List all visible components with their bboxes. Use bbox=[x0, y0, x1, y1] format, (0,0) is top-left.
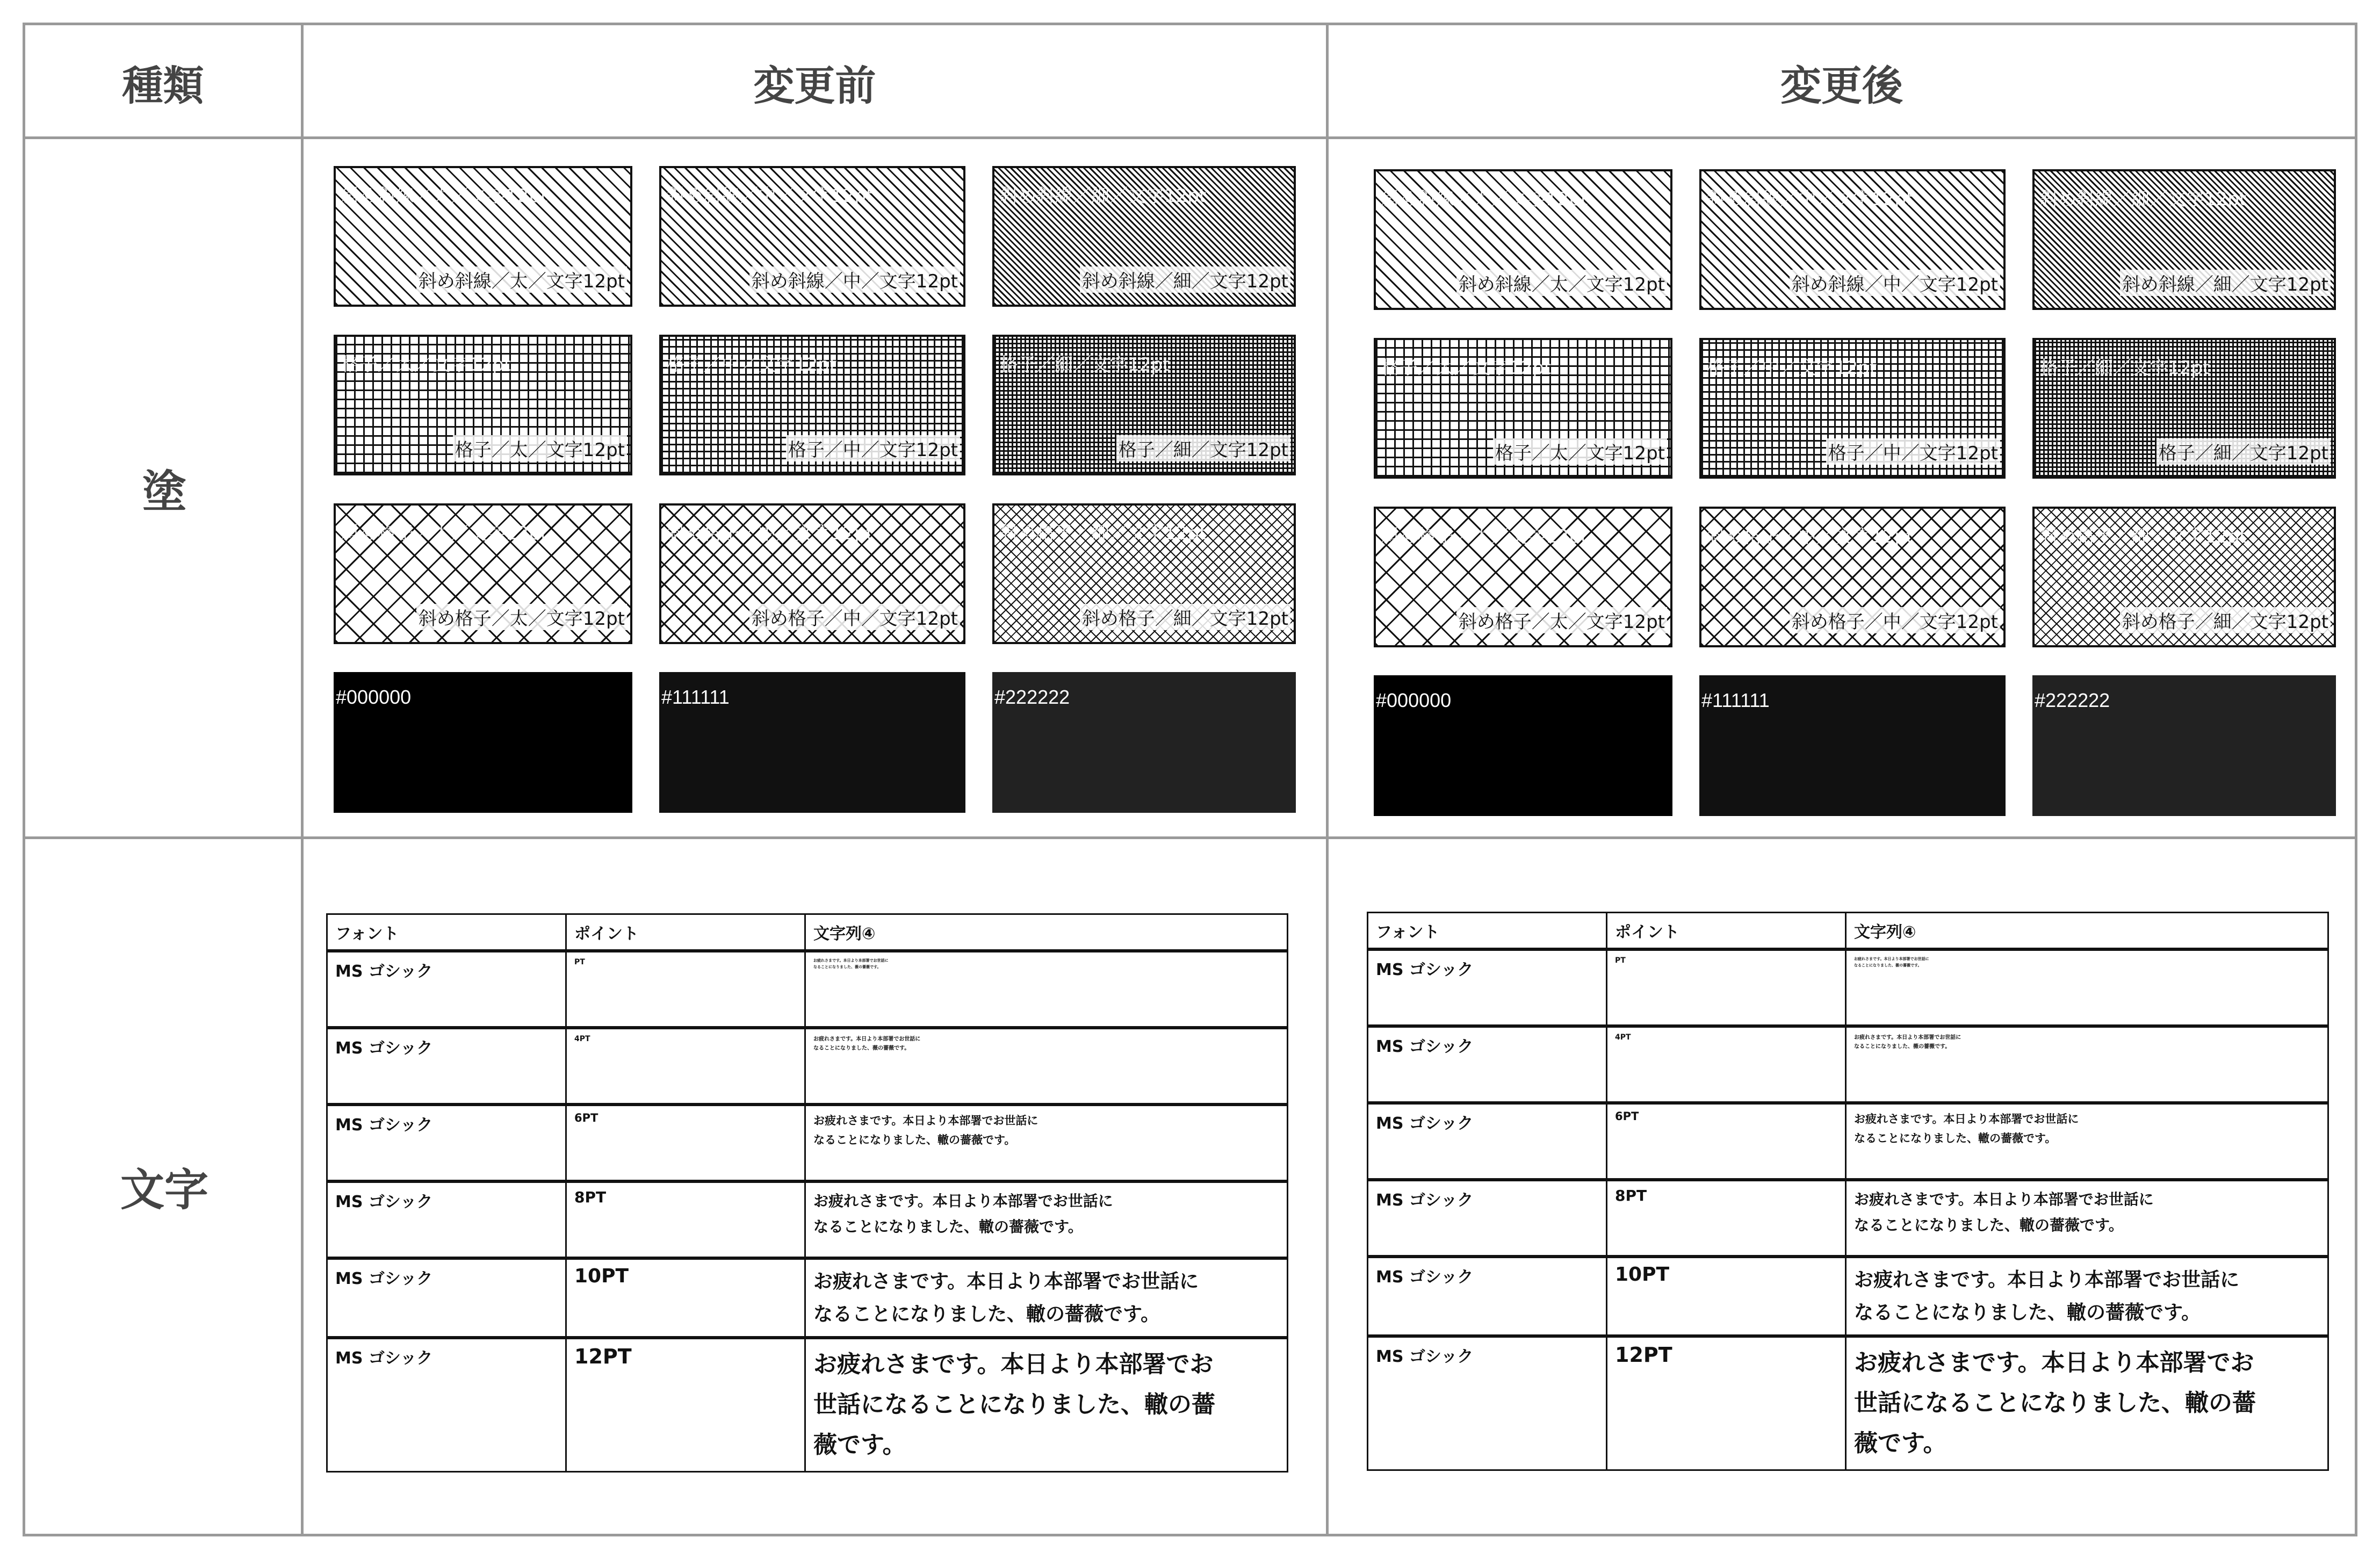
sample-text-line: お疲れさまです。本日より本部署でお世話に bbox=[1854, 957, 1929, 961]
swatch-overlay-label: 斜め格子／太／文字12pt bbox=[341, 523, 548, 544]
swatch-label: 斜め斜線／中／文字12pt bbox=[749, 266, 960, 293]
sample-text-line: なることになりました、薇の薔薇です。 bbox=[1854, 1044, 1951, 1050]
font-name-cell: MS ゴシック bbox=[327, 951, 566, 1028]
sample-text-cell bbox=[1846, 1103, 2328, 1180]
row-label-fill: 塗 bbox=[142, 466, 186, 517]
swatch-hex-label: #222222 bbox=[2035, 689, 2110, 711]
point-size-cell: PT bbox=[566, 951, 805, 1028]
font-name-cell: MS ゴシック bbox=[327, 1258, 566, 1338]
table-row bbox=[1368, 1336, 2328, 1470]
table-row bbox=[1368, 1026, 2328, 1103]
font-name-cell: MS ゴシック bbox=[327, 1105, 566, 1181]
header-kind: 種類 bbox=[122, 61, 204, 110]
point-size-cell: 4PT bbox=[1607, 1026, 1846, 1103]
font-name-cell: MS ゴシック bbox=[1368, 1026, 1607, 1103]
swatch-hex-label: #000000 bbox=[336, 686, 412, 708]
swatch-hex-label: #000000 bbox=[1376, 689, 1452, 711]
sample-text-cell bbox=[1846, 1180, 2328, 1257]
swatch-label: 斜め格子／太／文字12pt bbox=[1456, 607, 1667, 633]
pattern-swatch bbox=[1374, 338, 1672, 479]
point-size-cell: 6PT bbox=[1607, 1103, 1846, 1180]
sample-text-line: お疲れさまです。本日より本部署でお世話に bbox=[813, 1114, 1038, 1127]
sample-text-line: なることになりました、薇の薔薇です。 bbox=[813, 1045, 910, 1051]
font-name-cell: MS ゴシック bbox=[327, 1338, 566, 1471]
point-size-cell: 6PT bbox=[566, 1105, 805, 1181]
swatch-overlay-label: 格子／太／文字12pt bbox=[341, 354, 511, 376]
column-divider bbox=[1326, 25, 1329, 1534]
table-row bbox=[327, 1028, 1288, 1105]
sample-text-line: なることになりました、轍の薔薇です。 bbox=[813, 1303, 1160, 1326]
pattern-swatch bbox=[992, 166, 1296, 307]
font-name-cell: MS ゴシック bbox=[1368, 1180, 1607, 1257]
font-table-header bbox=[1368, 913, 2328, 950]
sample-text-cell bbox=[805, 1338, 1288, 1471]
pattern-swatch bbox=[1374, 169, 1672, 310]
pattern-swatch bbox=[1699, 169, 2006, 310]
point-size-cell: 12PT bbox=[1607, 1336, 1846, 1470]
sample-text-line: お疲れさまです。本日より本部署でお世話に bbox=[813, 1192, 1113, 1210]
table-row bbox=[327, 1181, 1288, 1258]
font-name-cell: MS ゴシック bbox=[1368, 1336, 1607, 1470]
swatch-overlay-label: 斜め斜線／中／文字12pt bbox=[1707, 189, 1914, 210]
font-name-cell: MS ゴシック bbox=[1368, 1103, 1607, 1180]
swatch-label: 斜め斜線／細／文字12pt bbox=[2120, 270, 2331, 296]
swatch-label: 格子／太／文字12pt bbox=[453, 435, 627, 461]
color-swatch bbox=[2032, 675, 2336, 816]
point-size-cell: 4PT bbox=[566, 1028, 805, 1105]
color-swatch bbox=[334, 672, 632, 813]
pattern-swatch bbox=[659, 335, 965, 475]
point-size-cell: 10PT bbox=[1607, 1257, 1846, 1336]
swatch-label: 斜め格子／細／文字12pt bbox=[1080, 604, 1290, 630]
pattern-swatch bbox=[992, 503, 1296, 644]
sample-text-line: お疲れさまです。本日より本部署でお bbox=[813, 1351, 1214, 1378]
sample-text-cell bbox=[805, 951, 1288, 1028]
font-table-header-cell: 文字列④ bbox=[805, 914, 1288, 951]
font-table-header-cell: 文字列④ bbox=[1846, 913, 2328, 950]
font-name-cell: MS ゴシック bbox=[1368, 949, 1607, 1026]
swatch-overlay-label: 格子／中／文字12pt bbox=[1707, 357, 1877, 379]
pattern-swatch bbox=[1699, 338, 2006, 479]
swatch-overlay-label: 斜め斜線／細／文字12pt bbox=[2040, 189, 2247, 210]
sample-text-cell bbox=[805, 1258, 1288, 1338]
color-swatch bbox=[1374, 675, 1672, 816]
sample-text-line: なることになりました、轍の薔薇です。 bbox=[1854, 1216, 2124, 1234]
pattern-swatch bbox=[2032, 169, 2336, 310]
sample-text-line: 薇です。 bbox=[813, 1431, 906, 1459]
swatch-label: 斜め格子／中／文字12pt bbox=[1790, 607, 2000, 633]
sample-text-line: お疲れさまです。本日より本部署でお世話に bbox=[1854, 1113, 2079, 1125]
row-divider bbox=[25, 836, 2355, 839]
table-row bbox=[1368, 1257, 2328, 1336]
table-row bbox=[1368, 1180, 2328, 1257]
row-label-text: 文字 bbox=[120, 1165, 208, 1216]
pattern-swatch bbox=[334, 166, 632, 307]
font-table-header-cell: ポイント bbox=[566, 914, 805, 951]
sample-text-line: お疲れさまです。本日より本部署でお世話に bbox=[1854, 1269, 2240, 1291]
sample-text-line: なることになりました、轍の薔薇です。 bbox=[1854, 1131, 2057, 1145]
point-size-cell: 8PT bbox=[566, 1181, 805, 1258]
swatch-label: 格子／細／文字12pt bbox=[1116, 435, 1290, 461]
sample-text-line: なることになりました、薇の薔薇です。 bbox=[813, 964, 881, 969]
font-name-cell: MS ゴシック bbox=[327, 1181, 566, 1258]
swatch-overlay-label: 斜め格子／太／文字12pt bbox=[1381, 526, 1588, 547]
swatch-hex-label: #111111 bbox=[1701, 689, 1770, 711]
swatch-overlay-label: 斜め斜線／太／文字12pt bbox=[1381, 189, 1588, 210]
swatch-overlay-label: 斜め斜線／細／文字12pt bbox=[1000, 185, 1207, 207]
font-table-header-cell: ポイント bbox=[1607, 913, 1846, 950]
table-row bbox=[327, 1105, 1288, 1181]
header-before: 変更前 bbox=[753, 61, 876, 110]
swatch-label: 斜め格子／中／文字12pt bbox=[749, 604, 960, 630]
pattern-swatch bbox=[334, 503, 632, 644]
pattern-swatch bbox=[1374, 507, 1672, 647]
sample-text-line: お疲れさまです。本日より本部署でお世話に bbox=[1854, 1190, 2154, 1208]
pattern-swatch bbox=[659, 166, 965, 307]
color-swatch bbox=[1699, 675, 2006, 816]
swatch-label: 斜め斜線／中／文字12pt bbox=[1790, 270, 2000, 296]
swatch-label: 格子／太／文字12pt bbox=[1493, 438, 1667, 465]
sample-text-cell bbox=[1846, 1026, 2328, 1103]
font-table-header-cell: フォント bbox=[327, 914, 566, 951]
table-row bbox=[1368, 1103, 2328, 1180]
color-swatch bbox=[659, 672, 965, 813]
pattern-swatch bbox=[334, 335, 632, 475]
sample-text-line: 世話になることになりました、轍の薔 bbox=[813, 1391, 1215, 1419]
swatch-label: 格子／中／文字12pt bbox=[1826, 438, 2000, 465]
fill-swatches-before bbox=[334, 166, 1296, 813]
swatch-overlay-label: 斜め斜線／中／文字12pt bbox=[667, 185, 874, 207]
sample-text-line: お疲れさまです。本日より本部署でお世話に bbox=[813, 1271, 1199, 1293]
sample-text-line: なることになりました、轍の薔薇です。 bbox=[813, 1217, 1083, 1236]
sample-text-cell bbox=[805, 1028, 1288, 1105]
sample-text-line: お疲れさまです。本日より本部署でお bbox=[1854, 1349, 2254, 1377]
sample-text-line: なることになりました、轍の薔薇です。 bbox=[1854, 1302, 2201, 1324]
sample-text-cell bbox=[1846, 1336, 2328, 1470]
table-row bbox=[327, 1338, 1288, 1471]
sample-text-cell bbox=[805, 1105, 1288, 1181]
sample-text-line: なることになりました、轍の薔薇です。 bbox=[813, 1133, 1016, 1146]
swatch-label: 格子／中／文字12pt bbox=[786, 435, 960, 461]
swatch-label: 斜め斜線／太／文字12pt bbox=[1456, 270, 1667, 296]
sample-text-cell bbox=[1846, 949, 2328, 1026]
sample-text-line: 薇です。 bbox=[1854, 1429, 1947, 1457]
sample-text-cell bbox=[1846, 1257, 2328, 1336]
font-table-header-cell: フォント bbox=[1368, 913, 1607, 950]
font-table-before bbox=[326, 913, 1288, 1473]
swatch-label: 斜め格子／太／文字12pt bbox=[416, 604, 627, 630]
pattern-swatch bbox=[2032, 338, 2336, 479]
font-table-after bbox=[1367, 912, 2329, 1471]
sample-text-line: お疲れさまです。本日より本部署でお世話に bbox=[813, 958, 889, 963]
sample-text-cell bbox=[805, 1181, 1288, 1258]
comparison-table bbox=[23, 23, 2357, 1536]
swatch-overlay-label: 格子／細／文字12pt bbox=[2040, 357, 2210, 379]
swatch-overlay-label: 斜め斜線／太／文字12pt bbox=[341, 185, 548, 207]
sample-text-line: 世話になることになりました、轍の薔 bbox=[1854, 1389, 2256, 1417]
swatch-overlay-label: 格子／中／文字12pt bbox=[667, 354, 837, 376]
sample-text-line: なることになりました、薇の薔薇です。 bbox=[1854, 963, 1922, 968]
point-size-cell: 10PT bbox=[566, 1258, 805, 1338]
font-name-cell: MS ゴシック bbox=[1368, 1257, 1607, 1336]
pattern-swatch bbox=[992, 335, 1296, 475]
swatch-overlay-label: 斜め格子／細／文字12pt bbox=[1000, 523, 1207, 544]
swatch-overlay-label: 格子／細／文字12pt bbox=[1000, 354, 1170, 376]
fill-swatches-after bbox=[1374, 169, 2336, 816]
point-size-cell: PT bbox=[1607, 949, 1846, 1026]
sample-text-line: お疲れさまです。本日より本部署でお世話に bbox=[813, 1036, 921, 1042]
font-name-cell: MS ゴシック bbox=[327, 1028, 566, 1105]
swatch-hex-label: #111111 bbox=[661, 686, 730, 708]
color-swatch bbox=[992, 672, 1296, 813]
swatch-overlay-label: 斜め格子／中／文字12pt bbox=[1707, 526, 1914, 547]
swatch-label: 斜め格子／細／文字12pt bbox=[2120, 607, 2331, 633]
table-row bbox=[1368, 949, 2328, 1026]
swatch-overlay-label: 斜め格子／細／文字12pt bbox=[2040, 526, 2247, 547]
sample-text-line: お疲れさまです。本日より本部署でお世話に bbox=[1854, 1035, 1961, 1041]
pattern-swatch bbox=[1699, 507, 2006, 647]
swatch-overlay-label: 格子／太／文字12pt bbox=[1381, 357, 1552, 379]
table-row bbox=[327, 1258, 1288, 1338]
swatch-label: 格子／細／文字12pt bbox=[2157, 438, 2331, 465]
font-table-header bbox=[327, 914, 1288, 951]
swatch-hex-label: #222222 bbox=[994, 686, 1070, 708]
swatch-label: 斜め斜線／細／文字12pt bbox=[1080, 266, 1290, 293]
table-row bbox=[327, 951, 1288, 1028]
point-size-cell: 12PT bbox=[566, 1338, 805, 1471]
header-after: 変更後 bbox=[1780, 61, 1903, 110]
swatch-label: 斜め斜線／太／文字12pt bbox=[416, 266, 627, 293]
swatch-overlay-label: 斜め格子／中／文字12pt bbox=[667, 523, 874, 544]
pattern-swatch bbox=[659, 503, 965, 644]
point-size-cell: 8PT bbox=[1607, 1180, 1846, 1257]
pattern-swatch bbox=[2032, 507, 2336, 647]
